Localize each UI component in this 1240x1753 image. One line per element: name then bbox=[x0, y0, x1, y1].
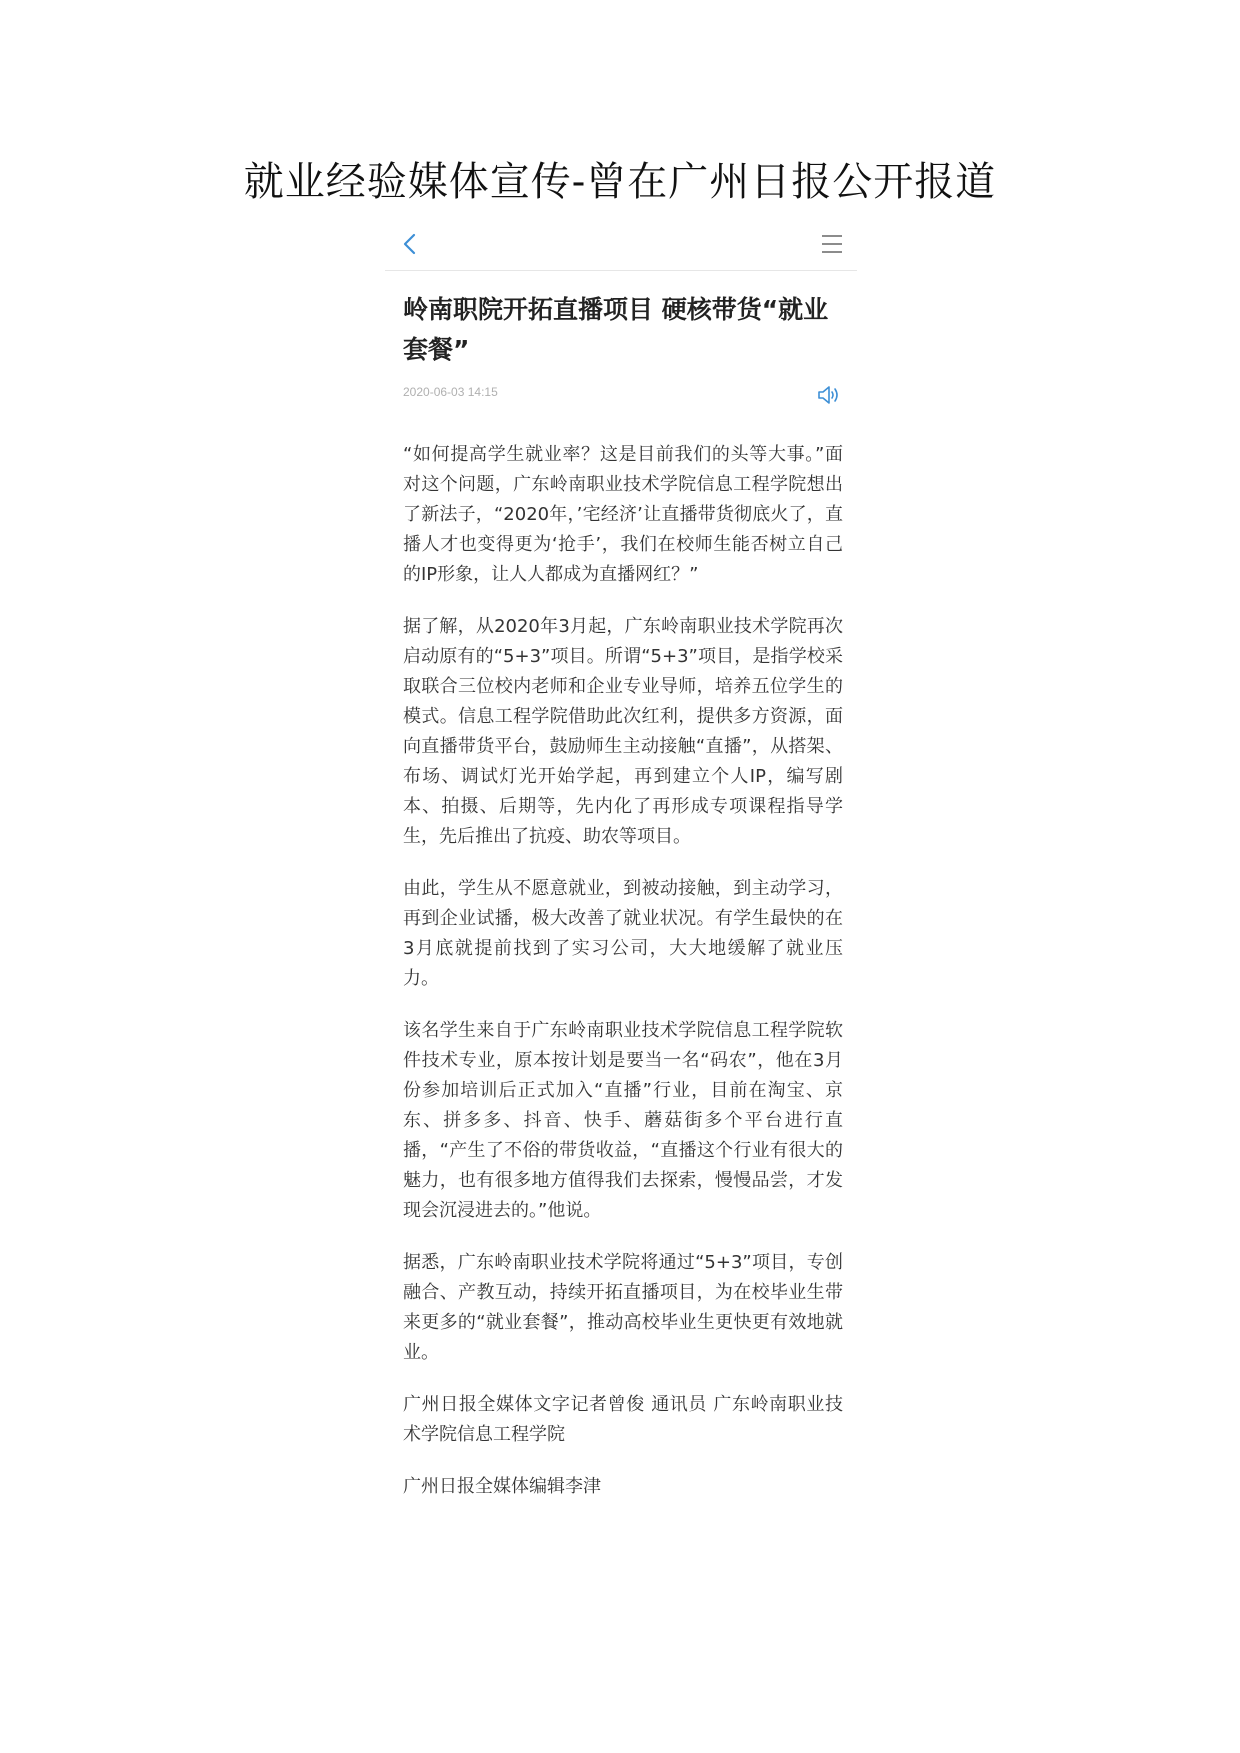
read-aloud-button[interactable] bbox=[817, 384, 843, 406]
article-body bbox=[403, 440, 843, 1524]
article-editor: 广州日报全媒体编辑李津 bbox=[403, 1476, 601, 1497]
article-paragraph: 该名学生来自于广东岭南职业技术学院信息工程学院软件技术专业，原本按计划是要当一名“码农”，他在3月份参加培训后正式加入“直播”行业，目前在淘宝、京东、拼多多、抖音、快手、蘑菇街多个平台进行直播，“产生了不俗的带货收益，“直播这个行业有很大的魅力，也有很多地方值得我们去探索，慢慢品尝，才发现会沉浸进去的。”他说。 bbox=[403, 1020, 843, 1221]
article-title: 岭南职院开拓直播项目 硬核带货“就业套餐” bbox=[403, 295, 829, 364]
article-paragraph: 据了解，从2020年3月起，广东岭南职业技术学院再次启动原有的“5+3”项目。所谓“5+3”项目，是指学校采取联合三位校内老师和企业专业导师，培养五位学生的模式。信息工程学院借助此次红利，提供多方资源，面向直播带货平台，鼓励师生主动接触“直播”，从搭架、布场、调试灯光开始学起，再到建立个人IP，编写剧本、拍摄、后期等，先内化了再形成专项课程指导学生，先后推出了抗疫、助农等项目。 bbox=[403, 616, 843, 847]
article-paragraph: 由此，学生从不愿意就业，到被动接触，到主动学习，再到企业试播，极大改善了就业状况。有学生最快的在3月底就提前找到了实习公司，大大地缓解了就业压力。 bbox=[403, 878, 843, 989]
phone-screenshot bbox=[385, 220, 857, 1540]
article-byline: 广州日报全媒体文字记者曾俊 通讯员 广东岭南职业技术学院信息工程学院 bbox=[403, 1394, 843, 1445]
chevron-left-icon bbox=[399, 232, 423, 256]
speaker-icon bbox=[817, 384, 843, 406]
article-paragraph: “如何提高学生就业率？这是目前我们的头等大事。”面对这个问题，广东岭南职业技术学院信息工程学院想出了新法子，“2020年，’宅经济’让直播带货彻底火了，直播人才也变得更为‘抢手’，我们在校师生能否树立自己的IP形象，让人人都成为直播网红？” bbox=[403, 444, 843, 585]
top-navbar bbox=[385, 220, 857, 271]
back-button[interactable] bbox=[399, 232, 423, 256]
menu-button[interactable] bbox=[821, 233, 843, 255]
article-paragraph: 据悉，广东岭南职业技术学院将通过“5+3”项目，专创融合、产教互动，持续开拓直播项目，为在校毕业生带来更多的“就业套餐”，推动高校毕业生更快更有效地就业。 bbox=[403, 1252, 843, 1363]
document-title: 就业经验媒体宣传-曾在广州日报公开报道 bbox=[243, 159, 997, 205]
article-timestamp: 2020-06-03 14:15 bbox=[403, 385, 498, 399]
menu-icon bbox=[821, 233, 843, 255]
